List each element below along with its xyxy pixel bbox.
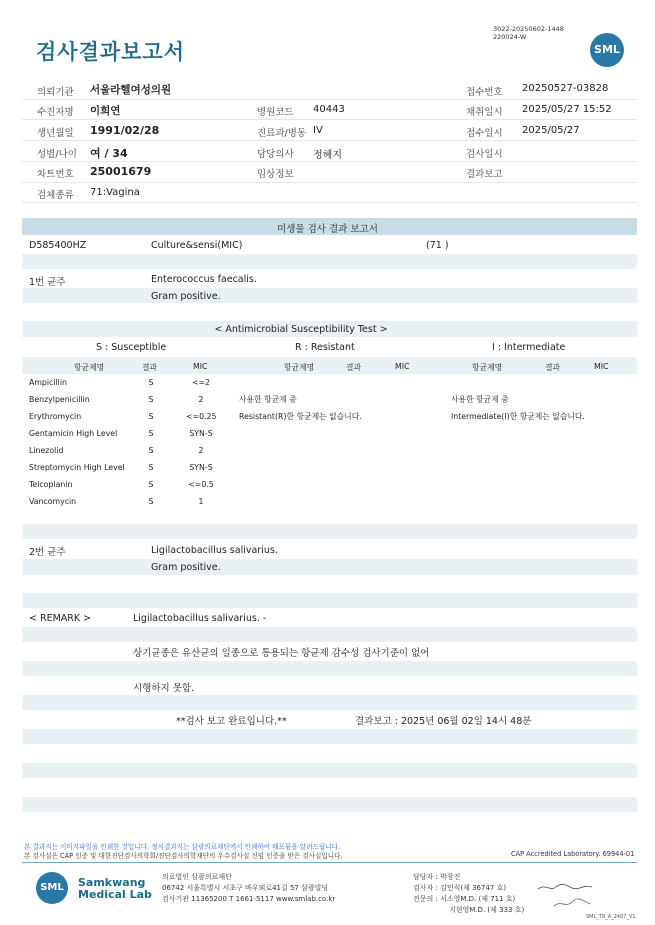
- institution-info: [162, 872, 335, 905]
- specialist-line-2: 지현영M.D. (제 333 호): [449, 906, 525, 914]
- col-mic-header: MIC: [193, 362, 208, 371]
- drug-mic: 2: [198, 395, 204, 404]
- legend-intermediate: I : Intermediate: [492, 342, 566, 353]
- organism1-name: Enterococcus faecalis.: [151, 274, 257, 285]
- drug-name: Streptomycin High Level: [29, 463, 125, 472]
- subject-value: 이희연: [90, 105, 121, 117]
- drug-name: Benzylpenicillin: [29, 395, 90, 404]
- staff-info: [413, 872, 524, 916]
- col-drug-header-i: 항균제명: [472, 363, 503, 372]
- test-date-label: 검사일시: [466, 149, 503, 160]
- form-code: SML_TR_A_2407_V1: [586, 914, 636, 920]
- hospital-value: 서울라헬여성의원: [90, 84, 172, 96]
- specialist-line-1: 전문의 : 서소영M.D. (제 711 호): [413, 895, 516, 903]
- col-result-header-i: 결과: [545, 363, 561, 372]
- hospital-label: 의뢰기관: [37, 87, 74, 98]
- collect-date-label: 채취일시: [466, 107, 503, 118]
- resistant-note-2: Resistant(R)한 항균제는 없습니다.: [239, 412, 362, 421]
- drug-result: S: [148, 446, 154, 455]
- chart-no-label: 차트번호: [37, 169, 74, 180]
- remark-line-3: 시행하지 못함.: [133, 683, 195, 694]
- col-drug-header-r: 항균제명: [284, 363, 315, 372]
- drug-name: Ampicillin: [29, 378, 67, 387]
- drug-name: Gentamicin High Level: [29, 429, 118, 438]
- remark-line-2: 상기균종은 유산균의 일종으로 통용되는 항균제 감수성 검사기준이 없어: [133, 648, 430, 659]
- collect-date-value: 2025/05/27 15:52: [522, 104, 612, 115]
- report-section-title: 미생물 검사 결과 보고서: [277, 224, 378, 235]
- sml-logo: SML: [590, 33, 624, 67]
- col-mic-header-r: MIC: [395, 362, 410, 371]
- cap-accreditation: CAP Accredited Laboratory. 69944-01: [511, 850, 635, 858]
- signature-image: [536, 880, 596, 912]
- drug-name: Teicoplanin: [29, 480, 73, 489]
- document-number-line1: 3022-20250602-1448: [493, 25, 564, 33]
- result-report-label: 결과보고: [466, 169, 503, 180]
- drug-result: S: [148, 412, 154, 421]
- remark-line-1: Ligilactobacillus salivarius. -: [133, 613, 267, 624]
- staff-label: 담당자 : 박창진: [413, 873, 461, 881]
- col-result-header: 결과: [142, 363, 158, 372]
- drug-result: S: [148, 395, 154, 404]
- doctor-label: 담당의사: [257, 149, 294, 160]
- document-number-line2: 220024-W: [493, 33, 527, 41]
- legend-resistant: R : Resistant: [295, 342, 355, 353]
- sex-age-label: 성별/나이: [37, 149, 77, 160]
- legend-susceptible: S : Susceptible: [96, 342, 167, 353]
- notice-image-copy: 본 결과지는 이미지파일을 인쇄한 것입니다. 정식결과지는 삼광의료재단에서 인쇄하여 배포됨을 알려드립니다.: [24, 843, 341, 851]
- brand-name: [78, 877, 152, 901]
- organism2-name: Ligilactobacillus salivarius.: [151, 545, 278, 556]
- drug-mic: SYN-S: [189, 463, 213, 472]
- page-title: 검사결과보고서: [36, 40, 186, 64]
- drug-name: Erythromycin: [29, 412, 82, 421]
- ward-code-value: 40443: [313, 104, 345, 115]
- document-number: [493, 25, 564, 41]
- report-complete: **검사 보고 완료입니다.**: [176, 716, 287, 727]
- receipt-date-label: 접수일시: [466, 128, 503, 139]
- doctor-value: 정혜지: [313, 150, 342, 161]
- resistant-note-1: 사용한 항균제 중: [239, 395, 297, 404]
- clinical-label: 임상정보: [257, 169, 294, 180]
- drug-name: Vancomycin: [29, 497, 77, 506]
- specimen-value: 71:Vagina: [90, 187, 140, 198]
- subject-label: 수진자명: [37, 107, 74, 118]
- drug-mic: 1: [198, 497, 204, 506]
- drug-result: S: [148, 429, 154, 438]
- brand-line-2: Medical Lab: [78, 888, 152, 901]
- drug-mic: <=2: [191, 378, 211, 387]
- receipt-date-value: 2025/05/27: [522, 125, 580, 136]
- institution-name: 의료법인 삼광의료재단: [162, 873, 232, 881]
- dept-label: 진료과/병동: [257, 128, 307, 139]
- specimen-label: 검체종류: [37, 190, 74, 201]
- dept-value: IV: [313, 125, 323, 136]
- remark-label: < REMARK >: [29, 613, 92, 624]
- drug-mic: 2: [198, 446, 204, 455]
- ast-title: < Antimicrobial Susceptibility Test >: [214, 324, 388, 335]
- ward-code-label: 병원코드: [257, 107, 294, 118]
- test-value: (71 ): [426, 240, 449, 251]
- test-code: D585400HZ: [29, 240, 87, 251]
- intermediate-note-1: 사용한 항균제 중: [451, 395, 509, 404]
- receipt-no-label: 접수번호: [466, 87, 503, 98]
- drug-result: S: [148, 378, 154, 387]
- brand-line-1: Samkwang: [78, 876, 146, 889]
- institution-contact: 검사기관 11365200 T 1661-5117 www.smlab.co.kr: [162, 895, 336, 903]
- col-drug-header: 항균제명: [74, 363, 105, 372]
- tester-line: 검사자 : 김민식(제 36747 호): [413, 884, 507, 892]
- drug-name: Linezolid: [29, 446, 64, 455]
- dob-label: 생년월일: [37, 128, 74, 139]
- col-mic-header-i: MIC: [594, 362, 609, 371]
- drug-result: S: [148, 463, 154, 472]
- report-time: 결과보고 : 2025년 06월 02일 14시 48분: [355, 716, 532, 727]
- notice-accreditation: 본 검사실은 CAP 인증 및 대한진단검사의학회/진단검사의학재단의 우수검사실 신임 인증을 받은 검사실입니다.: [24, 852, 343, 860]
- drug-mic: <=0.5: [188, 480, 214, 489]
- test-name: Culture&sensi(MIC): [151, 240, 243, 251]
- drug-result: S: [148, 480, 154, 489]
- dob-value: 1991/02/28: [90, 124, 160, 137]
- organism2-label: 2번 균주: [29, 547, 66, 558]
- chart-no-value: 25001679: [90, 165, 152, 178]
- samkwang-logo-icon: SML: [36, 872, 68, 904]
- drug-result: S: [148, 497, 154, 506]
- col-result-header-r: 결과: [346, 363, 362, 372]
- organism1-gram: Gram positive.: [151, 291, 221, 302]
- receipt-no-value: 20250527-03828: [522, 83, 609, 94]
- drug-mic: SYN-S: [189, 429, 213, 438]
- drug-mic: <=0.25: [186, 412, 217, 421]
- sex-age-value: 여 / 34: [90, 147, 128, 160]
- intermediate-note-2: Intermediate(I)한 항균제는 없습니다.: [451, 412, 585, 421]
- institution-address: 06742 서울특별시 서초구 바우뫼로41길 57 삼광빌딩: [162, 884, 329, 892]
- organism1-label: 1번 균주: [29, 277, 66, 288]
- organism2-gram: Gram positive.: [151, 562, 221, 573]
